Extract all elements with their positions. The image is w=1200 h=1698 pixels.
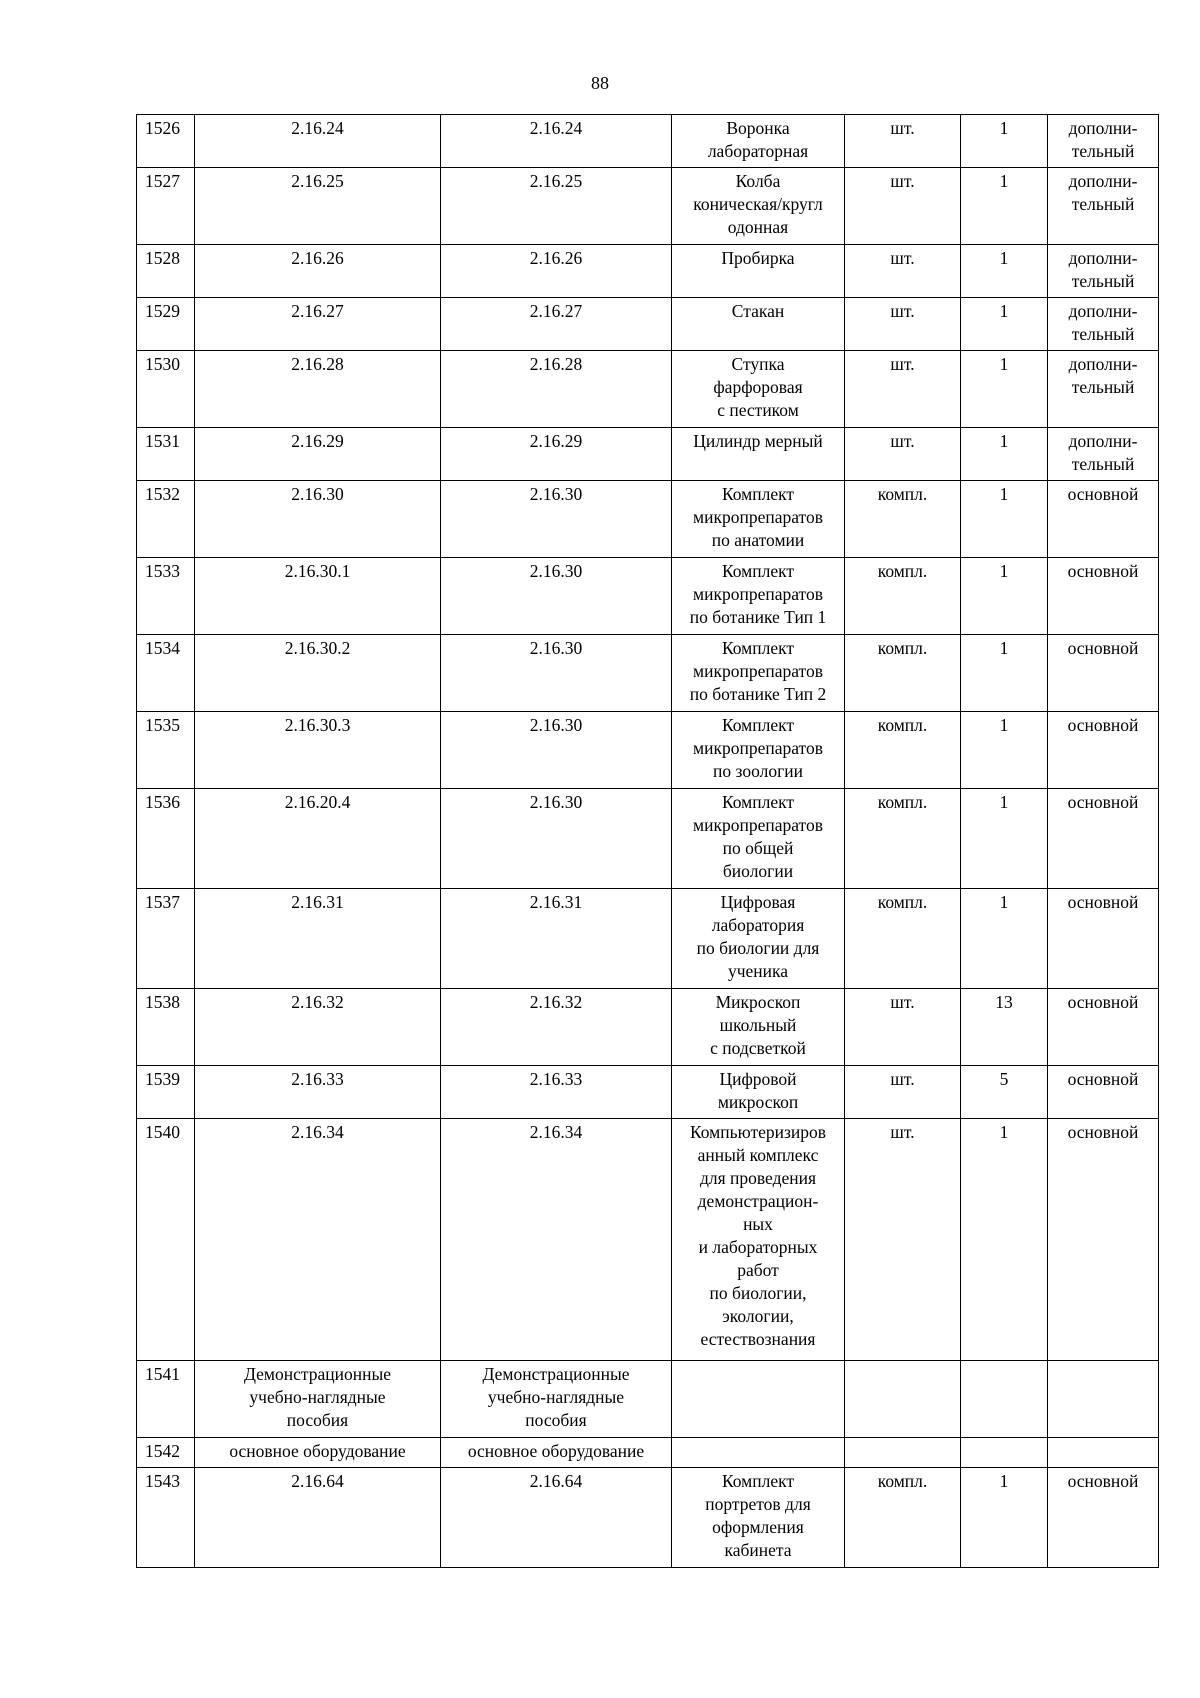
quantity-cell bbox=[961, 1361, 1048, 1438]
unit-cell: шт. bbox=[845, 351, 961, 428]
unit-cell: компл. bbox=[845, 789, 961, 889]
unit-cell: шт. bbox=[845, 1119, 961, 1361]
equipment-type-cell: основной bbox=[1048, 1119, 1159, 1361]
item-name-cell: Цилиндр мерный bbox=[672, 428, 845, 481]
table-row bbox=[137, 635, 1159, 712]
code-cell: 2.16.34 bbox=[195, 1119, 441, 1361]
equipment-type-cell: дополни- тельный bbox=[1048, 245, 1159, 298]
unit-cell: шт. bbox=[845, 115, 961, 168]
unit-cell: компл. bbox=[845, 712, 961, 789]
row-number-cell: 1535 bbox=[137, 712, 195, 789]
table-row bbox=[137, 1066, 1159, 1119]
table-row bbox=[137, 351, 1159, 428]
base-code-cell: 2.16.64 bbox=[441, 1468, 672, 1568]
table-row bbox=[137, 989, 1159, 1066]
quantity-cell bbox=[961, 1438, 1048, 1468]
code-cell: основное оборудование bbox=[195, 1438, 441, 1468]
item-name-cell: Стакан bbox=[672, 298, 845, 351]
item-name-cell bbox=[672, 1438, 845, 1468]
code-cell: 2.16.20.4 bbox=[195, 789, 441, 889]
table-row bbox=[137, 789, 1159, 889]
row-number-cell: 1541 bbox=[137, 1361, 195, 1438]
item-name-cell bbox=[672, 1361, 845, 1438]
unit-cell bbox=[845, 1438, 961, 1468]
base-code-cell: 2.16.25 bbox=[441, 168, 672, 245]
quantity-cell: 1 bbox=[961, 1119, 1048, 1361]
quantity-cell: 1 bbox=[961, 635, 1048, 712]
row-number-cell: 1531 bbox=[137, 428, 195, 481]
unit-cell: компл. bbox=[845, 1468, 961, 1568]
base-code-cell: 2.16.33 bbox=[441, 1066, 672, 1119]
quantity-cell: 1 bbox=[961, 298, 1048, 351]
table-row bbox=[137, 298, 1159, 351]
code-cell: Демонстрационные учебно-наглядные пособия bbox=[195, 1361, 441, 1438]
row-number-cell: 1543 bbox=[137, 1468, 195, 1568]
table-row bbox=[137, 481, 1159, 558]
code-cell: 2.16.27 bbox=[195, 298, 441, 351]
equipment-type-cell: основной bbox=[1048, 712, 1159, 789]
equipment-type-cell: основной bbox=[1048, 635, 1159, 712]
table-row bbox=[137, 558, 1159, 635]
base-code-cell: 2.16.27 bbox=[441, 298, 672, 351]
row-number-cell: 1539 bbox=[137, 1066, 195, 1119]
base-code-cell: 2.16.29 bbox=[441, 428, 672, 481]
table-row bbox=[137, 1119, 1159, 1361]
item-name-cell: Комплект микропрепаратов по зоологии bbox=[672, 712, 845, 789]
code-cell: 2.16.33 bbox=[195, 1066, 441, 1119]
item-name-cell: Пробирка bbox=[672, 245, 845, 298]
base-code-cell: 2.16.26 bbox=[441, 245, 672, 298]
quantity-cell: 1 bbox=[961, 712, 1048, 789]
code-cell: 2.16.25 bbox=[195, 168, 441, 245]
row-number-cell: 1530 bbox=[137, 351, 195, 428]
table-body bbox=[137, 115, 1159, 1568]
row-number-cell: 1537 bbox=[137, 889, 195, 989]
code-cell: 2.16.32 bbox=[195, 989, 441, 1066]
base-code-cell: 2.16.31 bbox=[441, 889, 672, 989]
item-name-cell: Комплект микропрепаратов по общей биологии bbox=[672, 789, 845, 889]
quantity-cell: 1 bbox=[961, 789, 1048, 889]
equipment-type-cell: дополни- тельный bbox=[1048, 168, 1159, 245]
item-name-cell: Комплект микропрепаратов по ботанике Тип 2 bbox=[672, 635, 845, 712]
equipment-type-cell: основной bbox=[1048, 1468, 1159, 1568]
base-code-cell: 2.16.30 bbox=[441, 635, 672, 712]
unit-cell: компл. bbox=[845, 481, 961, 558]
unit-cell: шт. bbox=[845, 989, 961, 1066]
row-number-cell: 1534 bbox=[137, 635, 195, 712]
equipment-table bbox=[136, 114, 1159, 1568]
code-cell: 2.16.28 bbox=[195, 351, 441, 428]
unit-cell bbox=[845, 1361, 961, 1438]
row-number-cell: 1542 bbox=[137, 1438, 195, 1468]
equipment-type-cell: основной bbox=[1048, 989, 1159, 1066]
item-name-cell: Комплект микропрепаратов по ботанике Тип 1 bbox=[672, 558, 845, 635]
row-number-cell: 1538 bbox=[137, 989, 195, 1066]
row-number-cell: 1533 bbox=[137, 558, 195, 635]
equipment-type-cell: основной bbox=[1048, 789, 1159, 889]
code-cell: 2.16.30.2 bbox=[195, 635, 441, 712]
equipment-type-cell: основной bbox=[1048, 481, 1159, 558]
base-code-cell: 2.16.24 bbox=[441, 115, 672, 168]
table-row bbox=[137, 712, 1159, 789]
code-cell: 2.16.29 bbox=[195, 428, 441, 481]
item-name-cell: Комплект портретов для оформления кабинета bbox=[672, 1468, 845, 1568]
quantity-cell: 1 bbox=[961, 245, 1048, 298]
equipment-type-cell: дополни- тельный bbox=[1048, 115, 1159, 168]
item-name-cell: Воронка лабораторная bbox=[672, 115, 845, 168]
row-number-cell: 1536 bbox=[137, 789, 195, 889]
unit-cell: шт. bbox=[845, 168, 961, 245]
item-name-cell: Комплект микропрепаратов по анатомии bbox=[672, 481, 845, 558]
base-code-cell: 2.16.32 bbox=[441, 989, 672, 1066]
code-cell: 2.16.31 bbox=[195, 889, 441, 989]
quantity-cell: 1 bbox=[961, 481, 1048, 558]
unit-cell: компл. bbox=[845, 635, 961, 712]
table-row bbox=[137, 428, 1159, 481]
base-code-cell: 2.16.30 bbox=[441, 789, 672, 889]
unit-cell: шт. bbox=[845, 298, 961, 351]
base-code-cell: 2.16.30 bbox=[441, 558, 672, 635]
quantity-cell: 5 bbox=[961, 1066, 1048, 1119]
row-number-cell: 1527 bbox=[137, 168, 195, 245]
unit-cell: компл. bbox=[845, 558, 961, 635]
table-row bbox=[137, 889, 1159, 989]
equipment-type-cell: основной bbox=[1048, 1066, 1159, 1119]
row-number-cell: 1532 bbox=[137, 481, 195, 558]
equipment-type-cell: дополни- тельный bbox=[1048, 428, 1159, 481]
row-number-cell: 1529 bbox=[137, 298, 195, 351]
equipment-type-cell bbox=[1048, 1361, 1159, 1438]
row-number-cell: 1526 bbox=[137, 115, 195, 168]
code-cell: 2.16.26 bbox=[195, 245, 441, 298]
quantity-cell: 1 bbox=[961, 351, 1048, 428]
quantity-cell: 13 bbox=[961, 989, 1048, 1066]
item-name-cell: Микроскоп школьный с подсветкой bbox=[672, 989, 845, 1066]
quantity-cell: 1 bbox=[961, 558, 1048, 635]
base-code-cell: 2.16.34 bbox=[441, 1119, 672, 1361]
item-name-cell: Ступка фарфоровая с пестиком bbox=[672, 351, 845, 428]
code-cell: 2.16.24 bbox=[195, 115, 441, 168]
table-row bbox=[137, 168, 1159, 245]
code-cell: 2.16.30.1 bbox=[195, 558, 441, 635]
item-name-cell: Цифровая лаборатория по биологии для ученика bbox=[672, 889, 845, 989]
equipment-type-cell: основной bbox=[1048, 889, 1159, 989]
row-number-cell: 1528 bbox=[137, 245, 195, 298]
item-name-cell: Цифровой микроскоп bbox=[672, 1066, 845, 1119]
code-cell: 2.16.30.3 bbox=[195, 712, 441, 789]
item-name-cell: Колба коническая/кругл одонная bbox=[672, 168, 845, 245]
code-cell: 2.16.30 bbox=[195, 481, 441, 558]
unit-cell: компл. bbox=[845, 889, 961, 989]
equipment-type-cell: основной bbox=[1048, 558, 1159, 635]
equipment-type-cell: дополни- тельный bbox=[1048, 351, 1159, 428]
base-code-cell: 2.16.30 bbox=[441, 481, 672, 558]
quantity-cell: 1 bbox=[961, 168, 1048, 245]
table-row bbox=[137, 1468, 1159, 1568]
table-row bbox=[137, 1438, 1159, 1468]
item-name-cell: Компьютеризиров анный комплекс для проведения демонстрацион- ных и лабораторных работ по биологии, экологии, естествознания bbox=[672, 1119, 845, 1361]
base-code-cell: Демонстрационные учебно-наглядные пособия bbox=[441, 1361, 672, 1438]
table-row bbox=[137, 115, 1159, 168]
base-code-cell: 2.16.28 bbox=[441, 351, 672, 428]
code-cell: 2.16.64 bbox=[195, 1468, 441, 1568]
table-row bbox=[137, 245, 1159, 298]
quantity-cell: 1 bbox=[961, 1468, 1048, 1568]
unit-cell: шт. bbox=[845, 1066, 961, 1119]
quantity-cell: 1 bbox=[961, 428, 1048, 481]
quantity-cell: 1 bbox=[961, 115, 1048, 168]
row-number-cell: 1540 bbox=[137, 1119, 195, 1361]
unit-cell: шт. bbox=[845, 428, 961, 481]
page-number: 88 bbox=[591, 73, 609, 93]
table-row bbox=[137, 1361, 1159, 1438]
base-code-cell: 2.16.30 bbox=[441, 712, 672, 789]
quantity-cell: 1 bbox=[961, 889, 1048, 989]
base-code-cell: основное оборудование bbox=[441, 1438, 672, 1468]
equipment-type-cell bbox=[1048, 1438, 1159, 1468]
equipment-type-cell: дополни- тельный bbox=[1048, 298, 1159, 351]
unit-cell: шт. bbox=[845, 245, 961, 298]
